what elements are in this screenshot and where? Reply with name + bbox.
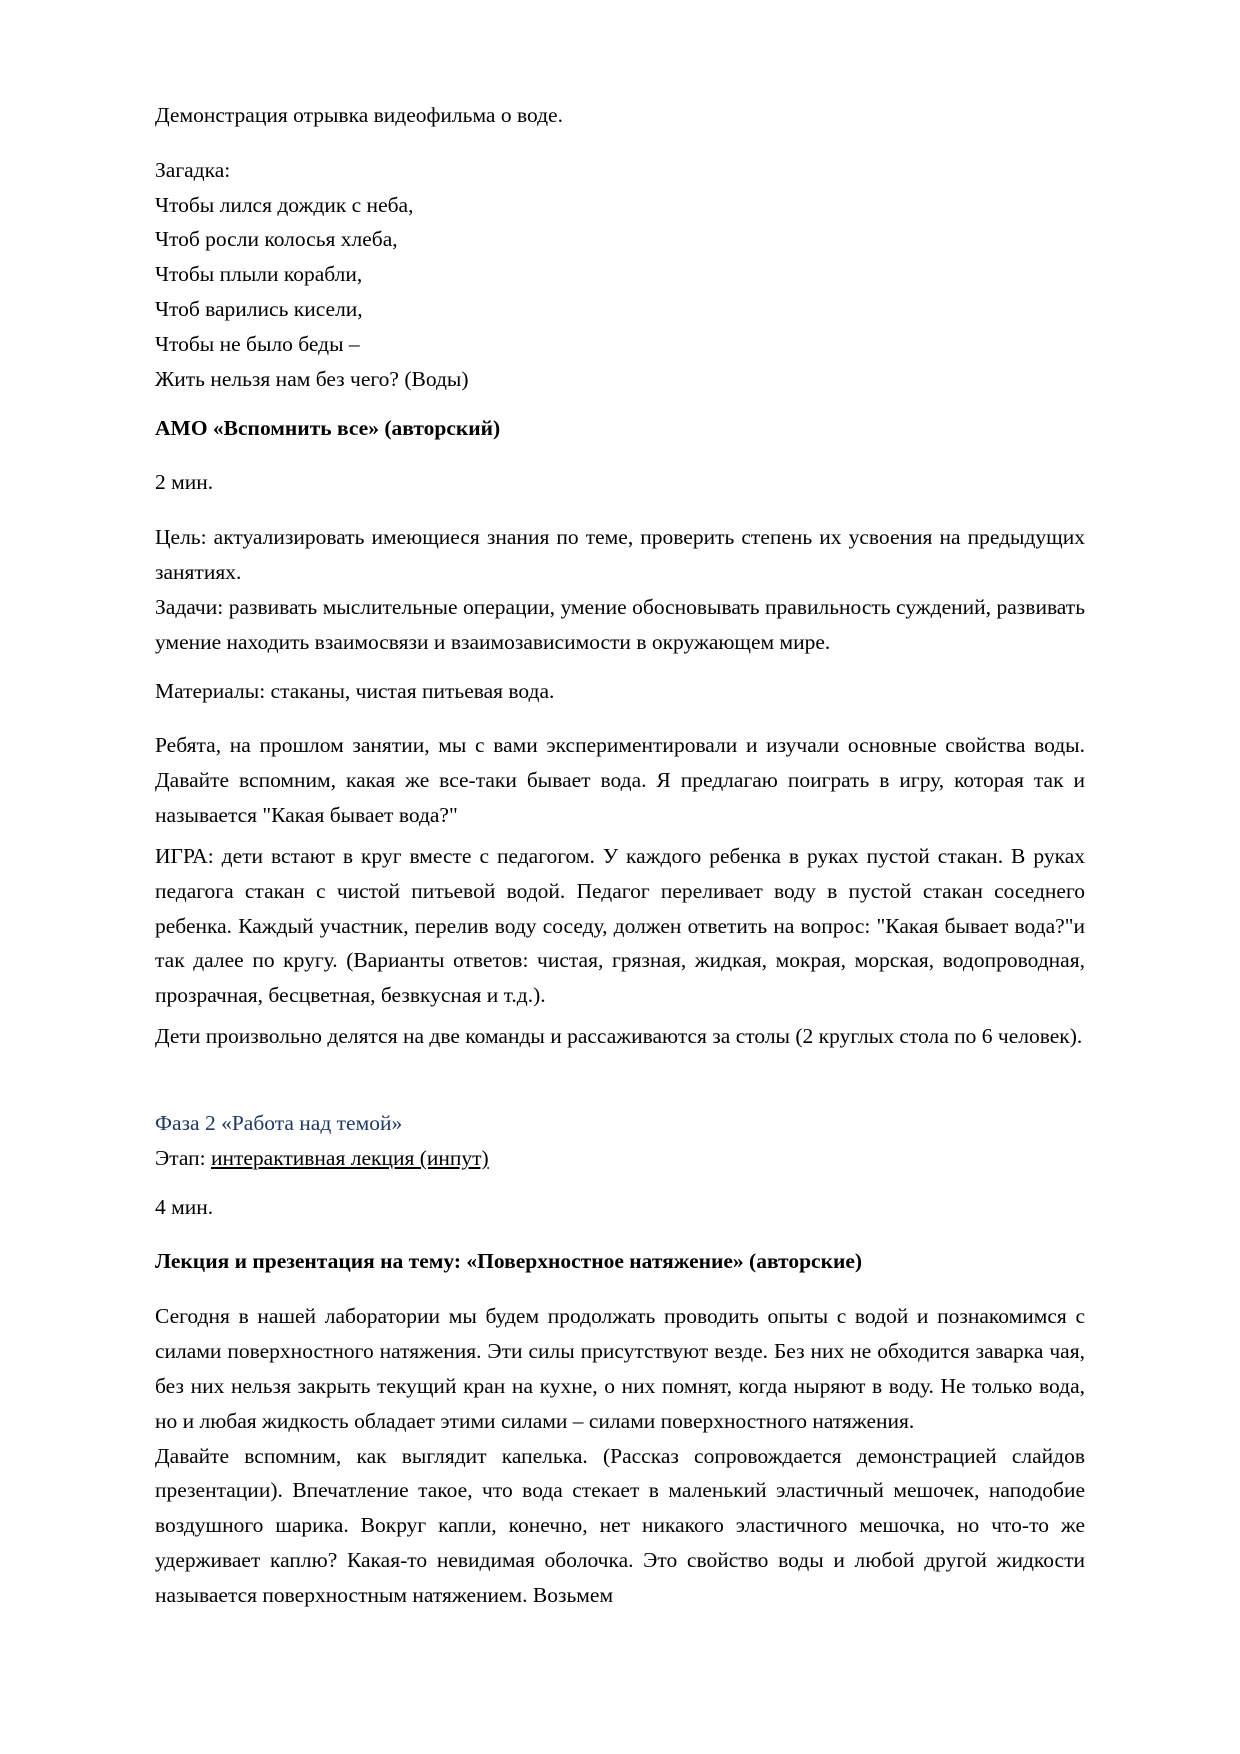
amo-tasks-paragraph: Задачи: развивать мыслительные операции, умение обосновывать правильность суждений, развивать умение находить взаимосвязи и взаимозависимости в окружающем мире. xyxy=(155,594,1085,654)
spacer xyxy=(155,660,1085,674)
riddle-line-4: Чтоб варились кисели, xyxy=(155,297,363,322)
spacer xyxy=(155,1176,1085,1190)
amo-duration: 2 мин. xyxy=(155,470,214,495)
phase2-stage-line xyxy=(155,1141,1085,1176)
spacer xyxy=(155,1285,1085,1299)
riddle-line-5: Чтобы не было беды – xyxy=(155,331,360,356)
spacer xyxy=(155,506,1085,520)
spacer xyxy=(155,139,1085,153)
amo-heading: АМО «Вспомнить все» (авторский) xyxy=(155,415,501,440)
spacer xyxy=(155,451,1085,465)
document-text-column xyxy=(155,98,1085,1613)
phase2-stage-label: Этап: xyxy=(155,1145,206,1170)
phase2-stage-value: интерактивная лекция (инпут) xyxy=(210,1145,489,1170)
amo-game-paragraph: ИГРА: дети встают в круг вместе с педагогом. У каждого ребенка в руках пустой стакан. В руках педагога стакан с чистой питьевой водой. Педагог переливает воду в пустой стакан соседнего ребенка. Каждый участник, перелив воду соседу, должен ответить на вопрос: "Какая бывает вода?"и так далее по кругу. (Варианты ответов: чистая, грязная, жидкая, мокрая, морская, водопроводная, прозрачная, бесцветная, безвкусная и т.д.). xyxy=(155,843,1085,1008)
lecture-paragraph-2: Давайте вспомним, как выглядит капелька. (Рассказ сопровождается демонстрацией слайдов презентации). Впечатление такое, что вода стекает в маленький эластичный мешочек, наподобие воздушного шарика. Вокруг капли, конечно, нет никакого эластичного мешочка, но что-то же удерживает каплю? Какая-то невидимая оболочка. Это свойство воды и любой другой жидкости называется поверхностным натяжением. Возьмем xyxy=(155,1443,1085,1607)
amo-goal-paragraph: Цель: актуализировать имеющиеся знания по теме, проверить степень их усвоения на предыдущих занятиях. xyxy=(155,525,1085,585)
riddle-label: Загадка: xyxy=(155,157,231,182)
spacer xyxy=(155,714,1085,728)
phase2-duration: 4 мин. xyxy=(155,1194,214,1219)
amo-intro-paragraph: Ребята, на прошлом занятии, мы с вами экспериментировали и изучали основные свойства воды. Давайте вспомним, какая же все-таки бывает вода. Я предлагаю поиграть в игру, которая так и называется "Какая бывает вода?" xyxy=(155,733,1085,828)
amo-materials: Материалы: стаканы, чистая питьевая вода. xyxy=(155,678,555,703)
riddle-line-2: Чтоб росли колосья хлеба, xyxy=(155,227,398,252)
riddle-line-6: Жить нельзя нам без чего? (Воды) xyxy=(155,366,469,391)
lecture-paragraph-1: Сегодня в нашей лаборатории мы будем продолжать проводить опыты с водой и познакомимся с силами поверхностного натяжения. Эти силы присутствуют везде. Без них не обходится заварка чая, без них нельзя закрыть текущий кран на кухне, о них помнят, когда ныряют в воду. Не только вода, но и любая жидкость обладает этими силами – силами поверхностного натяжения. xyxy=(155,1304,1085,1433)
spacer xyxy=(155,1060,1085,1106)
riddle-line-3: Чтобы плыли корабли, xyxy=(155,262,363,287)
spacer xyxy=(155,1230,1085,1244)
riddle-line-1: Чтобы лился дождик с неба, xyxy=(155,192,414,217)
amo-grouping-paragraph: Дети произвольно делятся на две команды и рассаживаются за столы (2 круглых стола по 6 человек). xyxy=(155,1024,1083,1049)
demo-line: Демонстрация отрывка видеофильма о воде. xyxy=(155,103,563,127)
phase2-heading: Фаза 2 «Работа над темой» xyxy=(155,1110,403,1135)
lecture-heading: Лекция и презентация на тему: «Поверхностное натяжение» (авторские) xyxy=(155,1249,863,1274)
spacer xyxy=(155,397,1085,411)
